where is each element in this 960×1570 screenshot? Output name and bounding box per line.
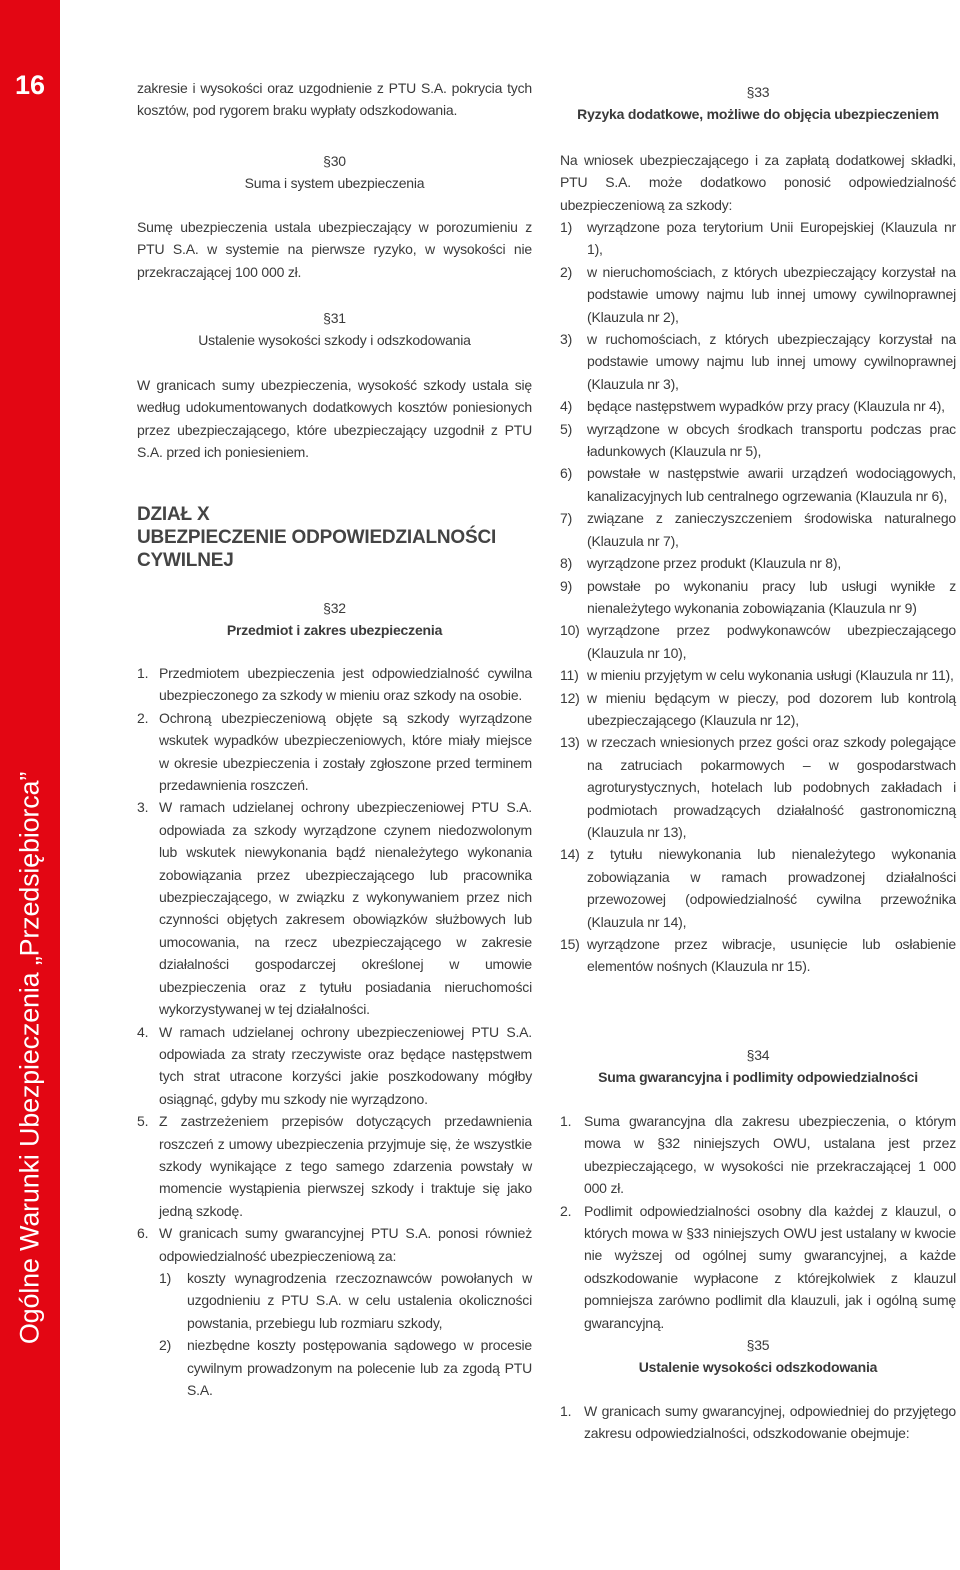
list-item-text: Z zastrzeżeniem przepisów dotyczących przedawnienia roszczeń z umowy ubezpieczenia przyjmuje się, że wszystkie szkody wynikające z tego samego zdarzenia powstały w momencie wystąpienia pierwszej szkody i traktuje się jako jedną szkodę.: [159, 1113, 532, 1219]
intro-paragraph: zakresie i wysokości oraz uzgodnienie z PTU S.A. pokrycia tych kosztów, pod rygorem braku wypłaty odszkodowania.: [137, 80, 532, 119]
list-item-number: 2.: [560, 1202, 572, 1219]
list-item: [560, 462, 956, 507]
list-item-number: 4): [560, 398, 573, 415]
list-item: [560, 552, 956, 574]
list-item: [560, 395, 956, 417]
sidebar-title-text: Ogólne Warunki Ubezpieczenia „Przedsiębiorca”: [14, 771, 45, 1345]
list-item-number: 8): [560, 555, 573, 572]
list-item: [560, 1200, 956, 1334]
list-item: [560, 1110, 956, 1200]
list-item: [137, 1021, 532, 1111]
list-item-text: Podlimit odpowiedzialności osobny dla każdej z klauzul, o których mowa w §33 niniejszych OWU jest ustalany w kwocie nie wyższej od ogólnej sumy gwarancyjnej, a każde odszkodowanie wypłacone z którejkolwiek z klauzul pomniejsza zarówno podlimit dla klauzuli, jak i ogólną sumę gwarancyjną.: [584, 1202, 956, 1331]
section-34-title: Suma gwarancyjna i podlimity odpowiedzialności: [598, 1069, 918, 1085]
section-32-list: [137, 662, 532, 1401]
section-31-text: W granicach sumy ubezpieczenia, wysokość szkody ustala się według udokumentowanych dodatkowych kosztów poniesionych przez ubezpieczającego, które ubezpieczający uzgodnił z PTU S.A. przed ich poniesieniem.: [137, 377, 532, 461]
list-item-number: 12): [560, 689, 580, 706]
section-31-number: §31: [323, 310, 346, 326]
list-item: [560, 687, 956, 732]
list-item-number: 2.: [137, 709, 149, 726]
list-item-number: 2): [560, 263, 573, 280]
section-33-intro: Na wniosek ubezpieczającego i za zapłatą dodatkowej składki, PTU S.A. może dodatkowo ponosić odpowiedzialność ubezpieczeniową za szkody:: [560, 152, 956, 213]
section-34-number: §34: [746, 1047, 770, 1063]
list-item-number: 3.: [137, 799, 149, 816]
list-item-text: Suma gwarancyjna dla zakresu ubezpieczenia, o którym mowa w §32 niniejszych OWU, ustalana jest przez ubezpieczającego, w wysokości nie przekraczającej 1 000 000 zł.: [584, 1113, 956, 1197]
list-item-number: 5): [560, 420, 573, 437]
list-item-text: W ramach udzielanej ochrony ubezpieczeniowej PTU S.A. odpowiada za szkody wyrządzone czynem niedozwolonym lub wskutek niewykonania bądź nienależytego wykonania zobowiązania przez ubezpieczającego lub pracownika ubezpieczającego, w związku z wykonywaniem przez nich czynności objętych zakresem obowiązków służbowych lub umocowania, na rzecz ubezpieczającego w zakresie działalności gospodarczej określonej w umowie ubezpieczenia oraz z tytułu posiadania nieruchomości wykorzystywanej w tej działalności.: [159, 799, 532, 1018]
division-line-1: DZIAŁ X: [137, 504, 210, 525]
list-item: [560, 664, 956, 686]
list-item: [560, 507, 956, 552]
list-item: [560, 843, 956, 933]
section-30-title: Suma i system ubezpieczenia: [244, 175, 425, 191]
list-item-text: wyrządzone w obcych środkach transportu podczas prac ładunkowych (Klauzula nr 5),: [587, 420, 956, 460]
section-33-title: Ryzyka dodatkowe, możliwe do objęcia ubezpieczeniem: [577, 106, 939, 122]
list-item-number: 4.: [137, 1023, 149, 1040]
list-item-text: w rzeczach wniesionych przez gości oraz szkody polegające na zatruciach pokarmowych – w gospodarstwach agroturystycznych, hotelach lub podobnych zakładach i podmiotach prowadzących działalność gastronomiczną (Klauzula nr 13),: [587, 734, 956, 840]
list-item-number: 3): [560, 331, 573, 348]
page-number: 16: [14, 70, 46, 100]
list-item: [560, 261, 956, 328]
list-item-number: 7): [560, 510, 573, 527]
section-30-text: Sumę ubezpieczenia ustala ubezpieczający w porozumieniu z PTU S.A. w systemie na pierwsze ryzyko, w wysokości nie przekraczającej 100 000 zł.: [137, 219, 532, 280]
list-item-text: z tytułu niewykonania lub nienależytego wykonania zobowiązania w ramach prowadzonej działalności przewozowej (odpowiedzialność cywilna przewoźnika (Klauzula nr 14),: [587, 846, 956, 930]
list-item-number: 5.: [137, 1113, 149, 1130]
list-item: [560, 933, 956, 978]
list-item: [560, 575, 956, 620]
list-item-text: W ramach udzielanej ochrony ubezpieczeniowej PTU S.A. odpowiada za straty rzeczywiste oraz będące następstwem tych strat utracone korzyści jakie poszkodowany mógłby osiągnąć, gdyby mu szkody nie wyrządzono.: [159, 1023, 532, 1107]
list-item-text: wyrządzone przez podwykonawców ubezpieczającego (Klauzula nr 10),: [587, 622, 956, 661]
list-item-number: 1.: [560, 1403, 572, 1419]
section-35-list: [560, 1400, 956, 1445]
sub-list-item-number: 2): [159, 1337, 172, 1354]
list-item-number: 6): [560, 465, 573, 482]
list-item-text: w nieruchomościach, z których ubezpieczający korzystał na podstawie umowy najmu lub innej umowy cywilnoprawnej (Klauzula nr 2),: [587, 263, 956, 325]
list-item-text: wyrządzone przez produkt (Klauzula nr 8),: [587, 555, 842, 572]
sub-list-item-number: 1): [159, 1269, 172, 1286]
list-item-text: W granicach sumy gwarancyjnej, odpowiedniej do przyjętego zakresu odpowiedzialności, odszkodowanie obejmuje:: [584, 1403, 956, 1442]
list-item-number: 1.: [560, 1113, 572, 1129]
list-item-text: W granicach sumy gwarancyjnej PTU S.A. ponosi również odpowiedzialność ubezpieczeniową za:: [159, 1225, 532, 1264]
list-item: [560, 731, 956, 843]
list-item: [137, 707, 532, 797]
section-35-title: Ustalenie wysokości odszkodowania: [638, 1359, 878, 1375]
list-item-number: 6.: [137, 1225, 149, 1242]
list-item-text: wyrządzone przez wibracje, usunięcie lub osłabienie elementów nośnych (Klauzula nr 15).: [587, 936, 956, 975]
list-item-number: 14): [560, 846, 580, 863]
list-item-number: 10): [560, 622, 580, 639]
section-35-number: §35: [746, 1337, 770, 1353]
sub-list-item: [137, 1267, 532, 1334]
sub-list-item: [137, 1334, 532, 1401]
list-item: [560, 328, 956, 395]
list-item-text: powstałe w następstwie awarii urządzeń wodociągowych, kanalizacyjnych lub centralnego ogrzewania (Klauzula nr 6),: [587, 465, 956, 504]
list-item: [137, 796, 532, 1020]
list-item: [560, 418, 956, 463]
section-33-list: [560, 216, 956, 978]
list-item-number: 11): [560, 667, 579, 684]
sub-list-item-text: niezbędne koszty postępowania sądowego w procesie cywilnym prowadzonym na polecenie lub za zgodą PTU S.A.: [187, 1337, 532, 1398]
list-item: [560, 619, 956, 664]
list-item: [137, 662, 532, 707]
list-item-number: 1): [560, 219, 573, 235]
section-34-list: [560, 1110, 956, 1334]
list-item: [560, 216, 956, 261]
list-item-number: 9): [560, 577, 573, 594]
list-item-text: Ochroną ubezpieczeniową objęte są szkody wyrządzone wskutek wypadków ubezpieczeniowych, które miały miejsce w okresie ubezpieczenia i zostały zgłoszone przed terminem przedawnienia roszczeń.: [159, 709, 532, 794]
list-item-number: 13): [560, 734, 580, 751]
division-line-3: CYWILNEJ: [137, 550, 234, 571]
list-item-number: 1.: [137, 665, 149, 681]
sub-list-item-text: koszty wynagrodzenia rzeczoznawców powołanych w uzgodnieniu z PTU S.A. w celu ustalenia okoliczności powstania, przebiegu lub rozmiaru szkody,: [187, 1269, 532, 1331]
list-item-number: 15): [560, 936, 580, 952]
list-item-text: będące następstwem wypadków przy pracy (Klauzula nr 4),: [587, 398, 945, 415]
sidebar-band: [0, 0, 60, 1570]
list-item-text: powstałe po wykonaniu pracy lub usługi wynikłe z nienależytego wykonania zobowiązania (Klauzula nr 9): [587, 577, 956, 616]
division-line-2: UBEZPIECZENIE ODPOWIEDZIALNOŚCI: [137, 527, 497, 548]
list-item: [137, 1110, 532, 1222]
section-32-title: Przedmiot i zakres ubezpieczenia: [226, 622, 443, 638]
list-item: [137, 1222, 532, 1267]
section-32-number: §32: [323, 600, 346, 616]
list-item-text: w ruchomościach, z których ubezpieczający korzystał na podstawie umowy najmu lub innej umowy cywilnoprawnej (Klauzula nr 3),: [587, 331, 956, 392]
list-item-text: w mieniu przyjętym w celu wykonania usługi (Klauzula nr 11),: [587, 667, 954, 684]
section-30-number: §30: [323, 153, 346, 169]
list-item-text: Przedmiotem ubezpieczenia jest odpowiedzialność cywilna ubezpieczonego za szkody w mieniu oraz szkody na osobie.: [159, 665, 532, 704]
section-33-number: §33: [746, 84, 770, 100]
list-item-text: związane z zanieczyszczeniem środowiska naturalnego (Klauzula nr 7),: [587, 510, 956, 549]
list-item-text: wyrządzone poza terytorium Unii Europejskiej (Klauzula nr 1),: [587, 219, 956, 258]
section-31-title: Ustalenie wysokości szkody i odszkodowania: [198, 332, 471, 348]
division-heading: [137, 503, 532, 572]
list-item-text: w mieniu będącym w pieczy, pod dozorem lub kontrolą ubezpieczającego (Klauzula nr 12),: [587, 689, 956, 728]
list-item: [560, 1400, 956, 1445]
